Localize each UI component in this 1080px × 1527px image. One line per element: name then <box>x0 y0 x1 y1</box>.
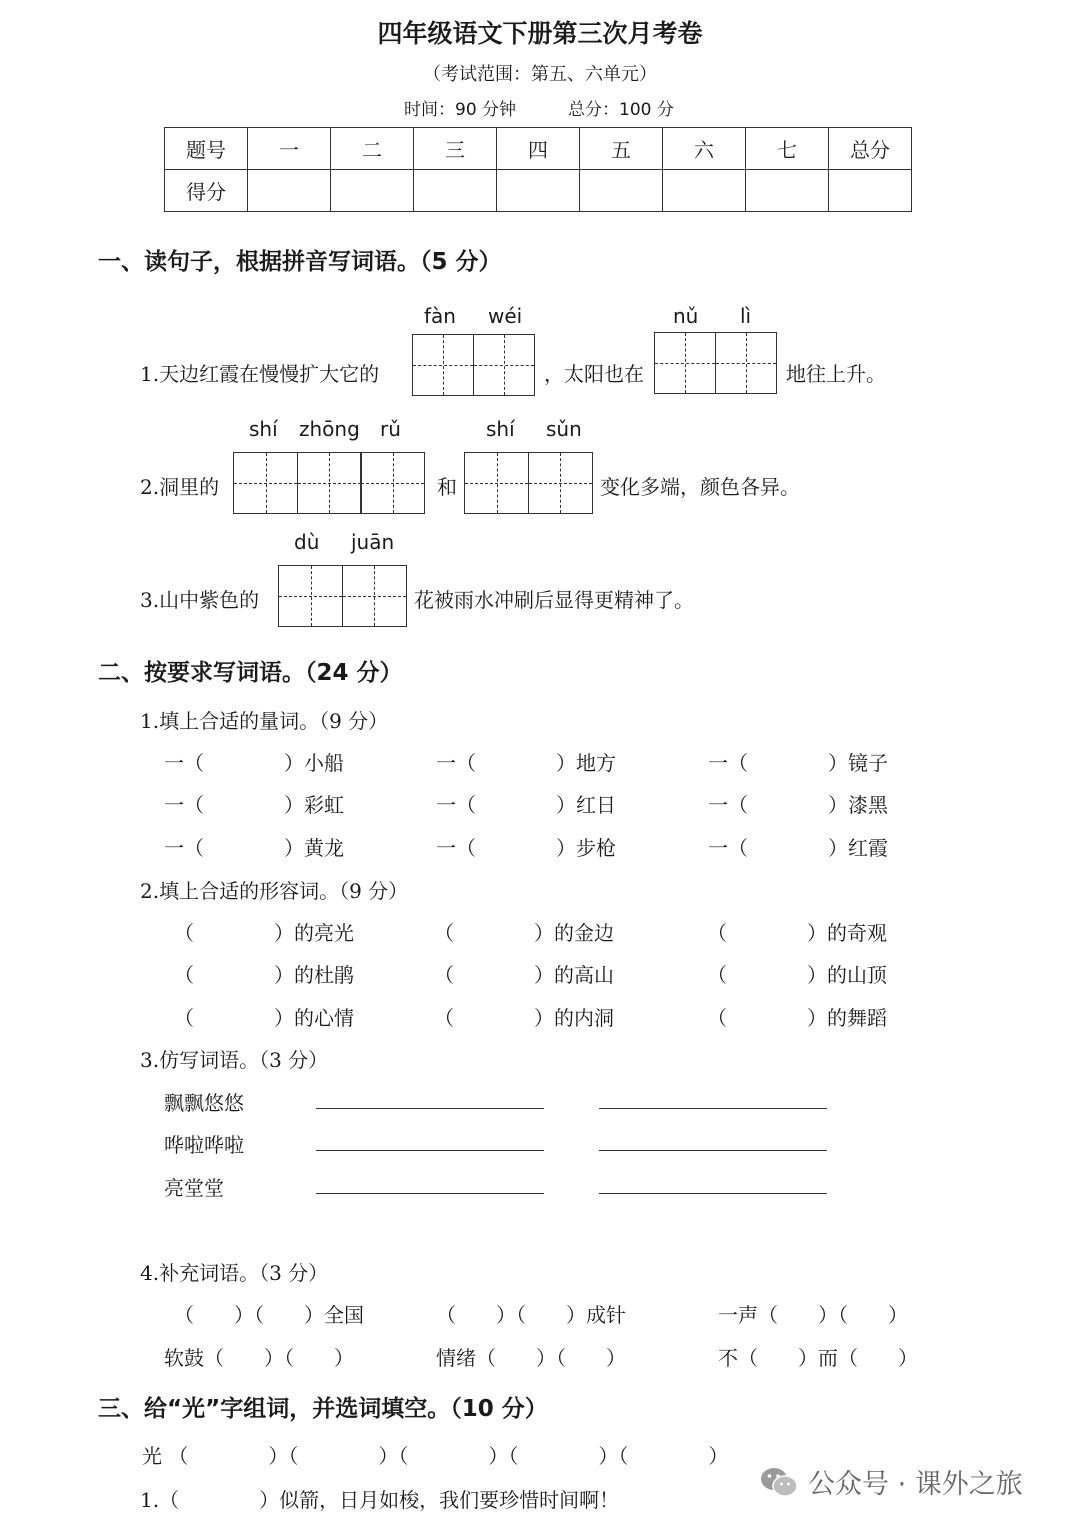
grid-cell[interactable] <box>528 452 593 514</box>
watermark-text: 公众号 · 课外之旅 <box>808 1469 1023 1500</box>
score-cell[interactable] <box>580 170 663 212</box>
writing-grid[interactable] <box>412 334 535 396</box>
question-text: 变化多端，颜色各异。 <box>600 475 800 499</box>
score-table <box>164 127 912 212</box>
header-cell: 六 <box>663 128 746 170</box>
section1-heading: 一、读句子，根据拼音写词语。（5 分） <box>98 249 502 275</box>
pinyin: shí <box>249 417 278 441</box>
answer-line[interactable] <box>599 1150 827 1151</box>
score-cell[interactable] <box>663 170 746 212</box>
pinyin: lì <box>740 304 752 328</box>
pinyin: wéi <box>488 304 523 328</box>
grid-cell[interactable] <box>473 334 535 396</box>
answer-line[interactable] <box>316 1108 544 1109</box>
fill-item[interactable]: （ ）的山顶 <box>707 963 887 987</box>
fill-item[interactable]: 光 （ ）（ ）（ ）（ ）（ ） <box>142 1444 729 1468</box>
section2-heading: 二、按要求写词语。（24 分） <box>98 660 403 686</box>
fill-item[interactable]: （ ）的奇观 <box>707 921 887 945</box>
fill-item[interactable]: （ ）的舞蹈 <box>707 1006 887 1030</box>
section3-heading: 三、给“光”字组词，并选词填空。（10 分） <box>98 1396 548 1422</box>
fill-item[interactable]: 一（ ）地方 <box>436 751 616 775</box>
grid-cell[interactable] <box>412 334 474 396</box>
page-title: 四年级语文下册第三次月考卷 <box>377 19 703 48</box>
pinyin: nǔ <box>673 304 699 328</box>
fill-item[interactable]: 情绪（ ）（ ） <box>436 1346 626 1370</box>
subquestion-label: 2.填上合适的形容词。（9 分） <box>140 879 409 903</box>
fill-item[interactable]: （ ）的心情 <box>174 1006 354 1030</box>
wechat-icon <box>760 1466 798 1505</box>
fill-item[interactable]: 一（ ）漆黑 <box>708 793 888 817</box>
fill-item[interactable]: （ ）（ ）全国 <box>174 1303 364 1327</box>
pinyin: zhōng <box>299 417 360 441</box>
fill-item[interactable]: 一（ ）镜子 <box>708 751 888 775</box>
subquestion-label: 4.补充词语。（3 分） <box>140 1261 329 1285</box>
fill-item[interactable]: 软鼓（ ）（ ） <box>164 1346 354 1370</box>
header-cell: 题号 <box>165 128 248 170</box>
question-text: 花被雨水冲刷后显得更精神了。 <box>414 588 694 612</box>
score-cell[interactable] <box>829 170 912 212</box>
answer-line[interactable] <box>316 1193 544 1194</box>
pinyin: dù <box>294 530 320 554</box>
grid-cell[interactable] <box>464 452 529 514</box>
score-cell[interactable] <box>248 170 331 212</box>
writing-grid[interactable] <box>233 452 425 514</box>
score-table-header-row <box>165 128 912 170</box>
grid-cell[interactable] <box>654 332 716 394</box>
fill-item[interactable]: 一（ ）黄龙 <box>164 836 344 860</box>
answer-line[interactable] <box>316 1150 544 1151</box>
question-text: 3.山中紫色的 <box>140 588 260 612</box>
fill-item[interactable]: 一（ ）步枪 <box>436 836 616 860</box>
writing-grid[interactable] <box>654 332 777 394</box>
header-cell: 三 <box>414 128 497 170</box>
writing-grid[interactable] <box>278 565 407 627</box>
fill-item[interactable]: 一（ ）红日 <box>436 793 616 817</box>
grid-cell[interactable] <box>278 565 343 627</box>
pinyin: juān <box>351 530 395 554</box>
fill-item[interactable]: （ ）的内洞 <box>434 1006 614 1030</box>
header-cell: 四 <box>497 128 580 170</box>
grid-cell[interactable] <box>297 452 362 514</box>
score-cell[interactable] <box>497 170 580 212</box>
fill-item[interactable]: （ ）的高山 <box>434 963 614 987</box>
pinyin: sǔn <box>546 417 582 441</box>
question-text: 和 <box>437 475 457 499</box>
fill-item[interactable]: 一（ ）小船 <box>164 751 344 775</box>
fill-item[interactable]: （ ）的杜鹃 <box>174 963 354 987</box>
pinyin: fàn <box>424 304 456 328</box>
subquestion-label: 3.仿写词语。（3 分） <box>140 1048 329 1072</box>
grid-cell[interactable] <box>342 565 407 627</box>
question-text: ，太阳也在 <box>544 362 644 386</box>
writing-grid[interactable] <box>464 452 593 514</box>
grid-cell[interactable] <box>360 452 425 514</box>
question-text: 地往上升。 <box>786 362 886 386</box>
question-text: 1.天边红霞在慢慢扩大它的 <box>140 362 380 386</box>
fill-item[interactable]: 一（ ）红霞 <box>708 836 888 860</box>
score-cell[interactable] <box>746 170 829 212</box>
score-label: 总分：100 分 <box>568 100 674 120</box>
score-table-score-row <box>165 170 912 212</box>
example-word: 飘飘悠悠 <box>164 1091 244 1115</box>
question-text: 2.洞里的 <box>140 475 220 499</box>
score-cell[interactable] <box>331 170 414 212</box>
subquestion-label: 1.填上合适的量词。（9 分） <box>140 709 389 733</box>
score-row-label: 得分 <box>165 170 248 212</box>
time-label: 时间：90 分钟 <box>404 100 517 120</box>
fill-item[interactable]: 1.（ ）似箭，日月如梭，我们要珍惜时间啊！ <box>140 1488 620 1512</box>
pinyin: rǔ <box>380 417 401 441</box>
answer-line[interactable] <box>599 1108 827 1109</box>
header-cell: 二 <box>331 128 414 170</box>
fill-item[interactable]: 不（ ）而（ ） <box>718 1346 918 1370</box>
pinyin: shí <box>486 417 515 441</box>
watermark <box>760 1462 1023 1505</box>
header-cell: 总分 <box>829 128 912 170</box>
fill-item[interactable]: （ ）（ ）成针 <box>436 1303 626 1327</box>
exam-scope: （考试范围：第五、六单元） <box>423 64 657 85</box>
fill-item[interactable]: （ ）的金边 <box>434 921 614 945</box>
header-cell: 七 <box>746 128 829 170</box>
grid-cell[interactable] <box>715 332 777 394</box>
fill-item[interactable]: （ ）的亮光 <box>174 921 354 945</box>
header-cell: 一 <box>248 128 331 170</box>
fill-item[interactable]: 一（ ）彩虹 <box>164 793 344 817</box>
example-word: 亮堂堂 <box>164 1176 224 1200</box>
answer-line[interactable] <box>599 1193 827 1194</box>
fill-item[interactable]: 一声（ ）（ ） <box>718 1303 908 1327</box>
score-cell[interactable] <box>414 170 497 212</box>
example-word: 哗啦哗啦 <box>164 1133 244 1157</box>
header-cell: 五 <box>580 128 663 170</box>
grid-cell[interactable] <box>233 452 298 514</box>
